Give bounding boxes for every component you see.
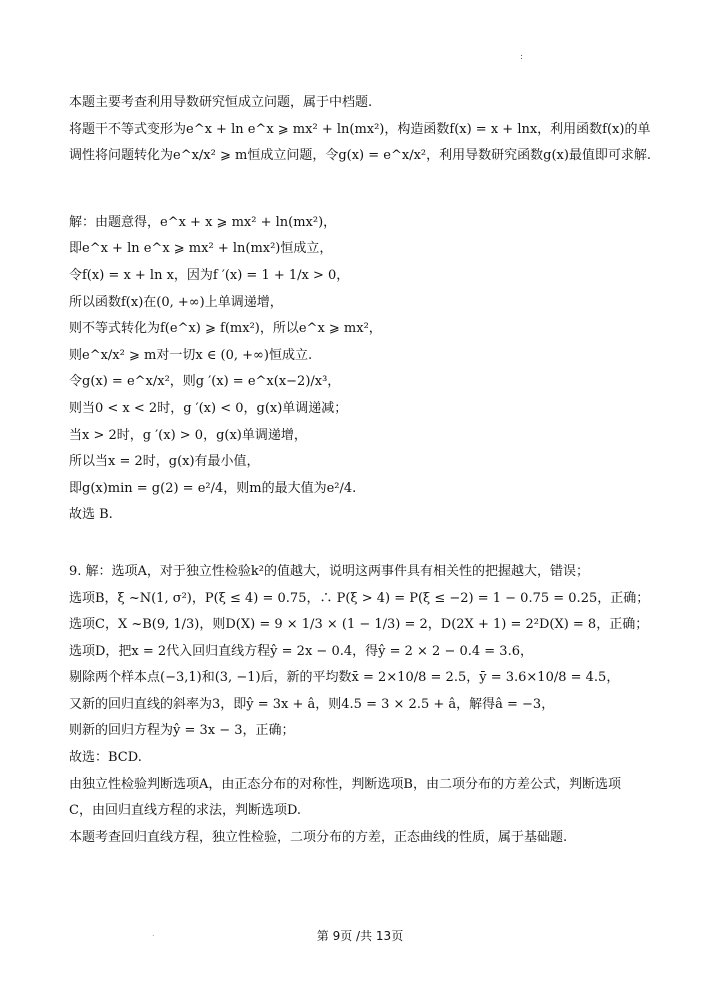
text-line: 选项B，ξ ~N(1, σ²)，P(ξ ≤ 4) = 0.75，∴ P(ξ > 4) = P(ξ ≤ −2) = 1 − 0.75 = 0.25，正确； — [69, 590, 650, 606]
text-line: 令g(x) = e^x/x²，则g ′(x) = e^x(x−2)/x³， — [69, 374, 341, 390]
text-line: 则e^x/x² ⩾ m对一切x ∈ (0, +∞)恒成立. — [69, 347, 313, 363]
page-number: 第 9页 /共 13页 — [316, 929, 404, 943]
text-line: 解：由题意得，e^x + x ⩾ mx² + ln(mx²)， — [69, 214, 337, 230]
text-line: 剔除两个样本点(−3,1)和(3, −1)后，新的平均数x̄ = 2×10/8 = 2.5，ȳ = 3.6×10/8 = 4.5， — [69, 670, 620, 686]
text-line: 本题考查回归直线方程，独立性检验，二项分布的方差，正态曲线的性质，属于基础题. — [69, 829, 568, 845]
text-line: 选项D，把x = 2代入回归直线方程ŷ = 2x − 0.4，得ŷ = 2 × 2 − 0.4 = 3.6， — [69, 643, 533, 659]
solution-9-block — [69, 559, 659, 852]
text-line: 当x > 2时，g ′(x) > 0，g(x)单调递增， — [69, 427, 307, 443]
text-line: 调性将问题转化为e^x/x² ⩾ m恒成立问题，令g(x) = e^x/x²，利用导数研究函数g(x)最值即可求解. — [69, 148, 652, 164]
page-content — [69, 90, 659, 851]
text-line: 由独立性检验判断选项A，由正态分布的对称性，判断选项B，由二项分布的方差公式，判断选项 — [69, 776, 621, 792]
text-line: 故选：BCD. — [69, 750, 142, 766]
spacer — [69, 170, 659, 210]
footer-dot: . — [152, 929, 155, 938]
text-line: 令f(x) = x + ln x，因为f ′(x) = 1 + 1/x > 0， — [69, 267, 350, 283]
text-line: 又新的回归直线的斜率为3，即ŷ = 3x + â，则4.5 = 3 × 2.5 + â，解得â = −3， — [69, 696, 555, 712]
text-line: 9. 解：选项A，对于独立性检验k²的值越大，说明这两事件具有相关性的把握越大，错误； — [69, 563, 590, 579]
text-line: 本题主要考查利用导数研究恒成立问题，属于中档题. — [69, 95, 373, 110]
text-line: 所以函数f(x)在(0, +∞)上单调递增， — [69, 294, 283, 310]
text-line: 选项C，X ~B(9, 1/3)，则D(X) = 9 × 1/3 × (1 − 1/3) = 2，D(2X + 1) = 2²D(X) = 8，正确； — [69, 617, 649, 633]
text-line: 故选 B. — [69, 507, 113, 523]
text-line: 则不等式转化为f(e^x) ⩾ f(mx²)，所以e^x ⩾ mx²， — [69, 321, 382, 337]
text-line: 将题干不等式变形为e^x + ln e^x ⩾ mx² + ln(mx²)，构造函数f(x) = x + lnx，利用函数f(x)的单 — [69, 121, 651, 137]
text-line: 则新的回归方程为ŷ = 3x − 3，正确； — [69, 723, 295, 739]
spacer — [69, 529, 659, 559]
solution-8-block — [69, 210, 659, 529]
text-line: 则当0 < x < 2时，g ′(x) < 0，g(x)单调递减； — [69, 400, 348, 416]
analysis-block — [69, 90, 659, 170]
text-line: 所以当x = 2时，g(x)有最小值， — [69, 454, 260, 470]
text-line: C，由回归直线方程的求法，判断选项D. — [69, 803, 302, 819]
text-line: 即e^x + ln e^x ⩾ mx² + ln(mx²)恒成立， — [69, 241, 333, 257]
corner-mark: : — [520, 52, 524, 62]
text-line: 即g(x)min = g(2) = e²/4，则m的最大值为e²/4. — [69, 480, 357, 496]
